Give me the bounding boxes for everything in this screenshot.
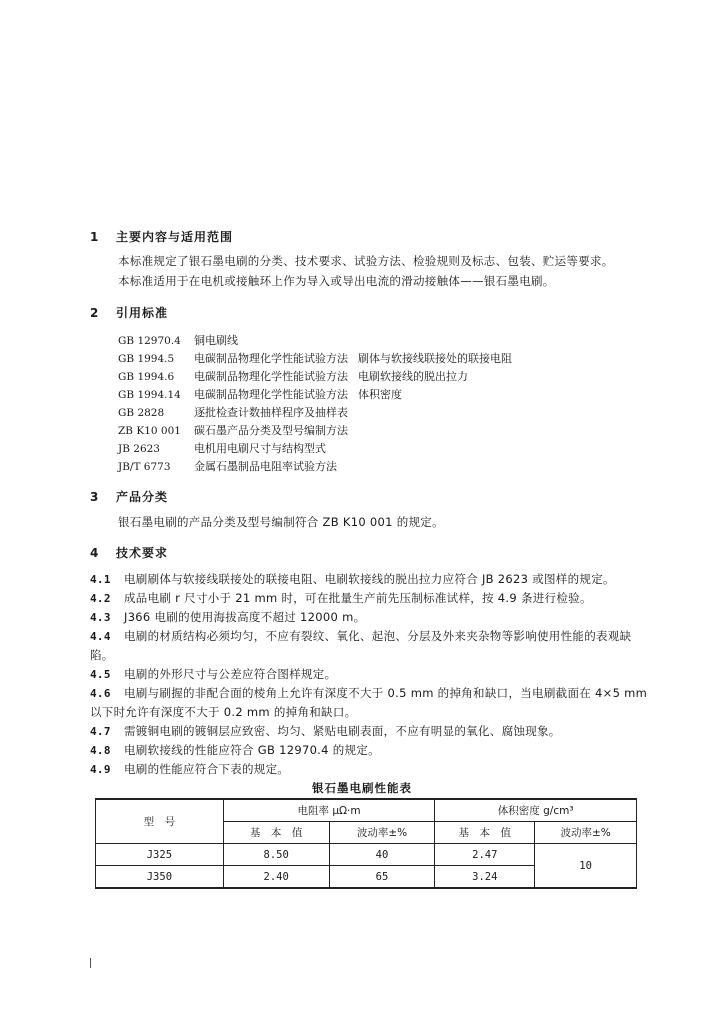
- header-resistivity: 电阻率 μΩ·m: [223, 799, 435, 822]
- cell-resistivity-fluct: 40: [329, 844, 435, 866]
- reference-code: GB 2828: [118, 407, 165, 419]
- item-text: 电刷刷体与软接线联接处的联接电阻、电刷软接线的脱出拉力应符合 JB 2623 或图样的规定。: [124, 572, 615, 586]
- requirement-item: [90, 589, 648, 608]
- reference-title: 电机用电刷尺寸与结构型式: [194, 442, 326, 455]
- header-density-base: 基 本 值: [435, 822, 535, 844]
- section-1-paragraph-2: 本标准适用于在电机或接触环上作为导入或导出电流的滑动接触体——银石墨电刷。: [118, 274, 555, 288]
- requirement-item: [90, 570, 648, 589]
- cell-model: J350: [96, 866, 224, 889]
- reference-subtitle: 刷体与软接线联接处的联接电阻: [358, 352, 512, 365]
- cell-resistivity-base: 2.40: [223, 866, 329, 889]
- reference-code: GB 1994.5: [118, 353, 175, 365]
- section-number: 3: [90, 490, 100, 504]
- requirement-item: [90, 741, 648, 760]
- item-text: J366 电刷的使用海拔高度不超过 12000 m。: [124, 610, 366, 624]
- cell-density-base: 2.47: [435, 844, 535, 866]
- cell-resistivity-base: 8.50: [223, 844, 329, 866]
- cell-density-fluct: 10: [535, 844, 637, 889]
- section-4-heading: [90, 544, 168, 561]
- item-number: 4.5: [90, 668, 111, 681]
- header-density-fluct: 波动率±%: [535, 822, 637, 844]
- reference-title: 碳石墨产品分类及型号编制方法: [194, 424, 348, 437]
- requirement-item: [90, 722, 648, 741]
- reference-code: GB 1994.6: [118, 371, 175, 383]
- reference-code: ZB K10 001: [118, 425, 181, 437]
- requirement-item: [90, 608, 648, 627]
- item-text: 电刷的外形尺寸与公差应符合图样规定。: [124, 667, 337, 681]
- reference-item: [118, 368, 468, 384]
- section-title: 引用标准: [116, 306, 169, 320]
- section-1-paragraph-1: 本标准规定了银石墨电刷的分类、技术要求、试验方法、检验规则及标志、包装、贮运等要求。: [118, 254, 614, 268]
- requirement-item: [90, 760, 648, 779]
- header-model: 型 号: [96, 799, 224, 844]
- item-text: 电刷的材质结构必须均匀，不应有裂纹、氧化、起泡、分层及外来夹杂物等影响使用性能的表观缺陷。: [90, 629, 632, 662]
- reference-title: 铜电刷线: [194, 334, 238, 347]
- reference-subtitle: 电刷软接线的脱出拉力: [358, 370, 468, 383]
- requirement-item: [90, 665, 648, 684]
- performance-table: [95, 798, 637, 889]
- cell-resistivity-fluct: 65: [329, 866, 435, 889]
- item-text: 电刷的性能应符合下表的规定。: [124, 762, 290, 776]
- reference-item: [118, 404, 348, 420]
- item-number: 4.2: [90, 592, 111, 605]
- header-density: 体积密度 g/cm³: [435, 799, 637, 822]
- header-resistivity-fluct: 波动率±%: [329, 822, 435, 844]
- section-number: 1: [90, 230, 100, 244]
- item-text: 成品电刷 r 尺寸小于 21 mm 时，可在批量生产前先压制标准试样，按 4.9 条进行检验。: [124, 591, 592, 605]
- section-title: 技术要求: [116, 546, 169, 560]
- section-3-heading: [90, 488, 168, 505]
- table-caption: 银石墨电刷性能表: [312, 781, 412, 795]
- item-text: 电刷软接线的性能应符合 GB 12970.4 的规定。: [124, 743, 380, 757]
- reference-subtitle: 体积密度: [358, 388, 402, 401]
- section-1-heading: [90, 228, 233, 245]
- reference-title: 电碳制品物理化学性能试验方法: [194, 352, 348, 365]
- item-number: 4.9: [90, 763, 111, 776]
- reference-code: JB/T 6773: [118, 461, 171, 473]
- item-number: 4.1: [90, 573, 111, 586]
- table-row: [96, 844, 637, 866]
- reference-code: GB 1994.14: [118, 389, 181, 401]
- cell-model: J325: [96, 844, 224, 866]
- reference-title: 金属石墨制品电阻率试验方法: [194, 460, 337, 473]
- reference-item: [118, 386, 402, 402]
- section-2-heading: [90, 304, 168, 321]
- reference-item: [118, 332, 238, 348]
- item-number: 4.6: [90, 687, 111, 700]
- section-number: 2: [90, 306, 100, 320]
- item-text: 需镀铜电刷的镀铜层应致密、均匀、紧贴电刷表面，不应有明显的氧化、腐蚀现象。: [124, 724, 561, 738]
- requirement-item: [90, 684, 648, 722]
- item-number: 4.8: [90, 744, 111, 757]
- header-resistivity-base: 基 本 值: [223, 822, 329, 844]
- requirement-item: [90, 627, 648, 665]
- reference-title: 电碳制品物理化学性能试验方法: [194, 388, 348, 401]
- section-title: 产品分类: [116, 490, 169, 504]
- reference-item: [118, 458, 337, 474]
- item-number: 4.7: [90, 725, 111, 738]
- reference-code: GB 12970.4: [118, 335, 181, 347]
- cell-density-base: 3.24: [435, 866, 535, 889]
- page-margin-mark: [90, 958, 91, 968]
- item-number: 4.3: [90, 611, 111, 624]
- reference-code: JB 2623: [118, 443, 160, 455]
- reference-item: [118, 422, 348, 438]
- reference-title: 电碳制品物理化学性能试验方法: [194, 370, 348, 383]
- item-number: 4.4: [90, 630, 111, 643]
- section-number: 4: [90, 546, 100, 560]
- reference-title: 逐批检查计数抽样程序及抽样表: [194, 406, 348, 419]
- section-title: 主要内容与适用范围: [116, 230, 234, 244]
- reference-item: [118, 350, 512, 366]
- reference-item: [118, 440, 326, 456]
- section-3-paragraph: 银石墨电刷的产品分类及型号编制符合 ZB K10 001 的规定。: [118, 515, 444, 529]
- item-text: 电刷与刷握的非配合面的棱角上允许有深度不大于 0.5 mm 的掉角和缺口，当电刷截面在 4×5 mm 以下时允许有深度不大于 0.2 mm 的掉角和缺口。: [90, 686, 648, 719]
